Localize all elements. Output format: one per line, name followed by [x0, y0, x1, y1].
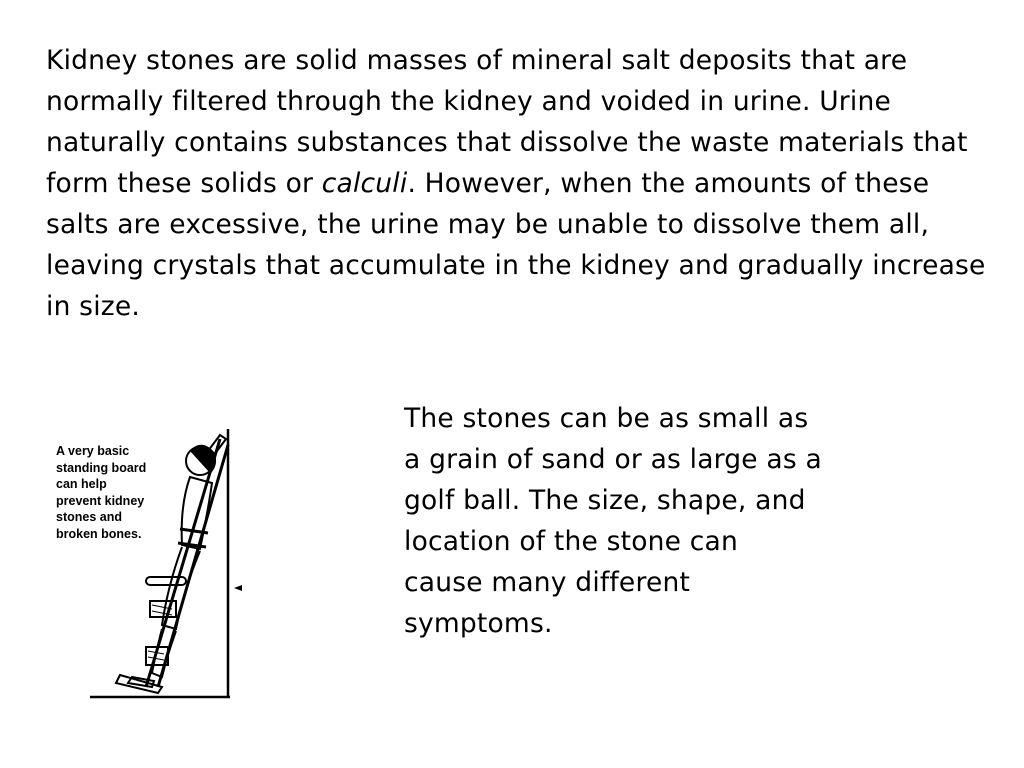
figure-caption	[56, 443, 166, 542]
standing-board-illustration	[50, 425, 260, 705]
main-text-part-1: Kidney stones are solid masses of mineral salt deposits that are normally filtered through the kidney and voided in urine. Urine naturally contains substances that dissolve the waste materials that form these solids or	[46, 45, 968, 199]
caption-line: broken bones.	[56, 526, 142, 541]
main-text-italic-term: calculi	[321, 168, 408, 199]
side-paragraph	[404, 398, 904, 644]
side-text-line: The stones can be as small as	[404, 403, 809, 434]
main-text-part-2: . However, when the amounts of these salts are excessive, the urine may be unable to dissolve them all, leaving crystals that accumulate in the kidney and gradually increase in size.	[46, 168, 986, 322]
side-text-line: golf ball. The size, shape, and	[404, 485, 806, 516]
caption-line: prevent kidney	[56, 493, 145, 508]
side-text-line: a grain of sand or as large as a	[404, 444, 822, 475]
main-paragraph	[46, 40, 986, 327]
side-text-line: cause many different	[404, 567, 691, 598]
caption-line: can help	[56, 477, 107, 491]
caption-line: standing board	[56, 460, 147, 475]
side-text-line: location of the stone can	[404, 526, 738, 557]
caption-line: A very basic	[56, 444, 130, 458]
side-text-line: symptoms.	[404, 608, 553, 639]
caption-line: stones and	[56, 510, 122, 524]
